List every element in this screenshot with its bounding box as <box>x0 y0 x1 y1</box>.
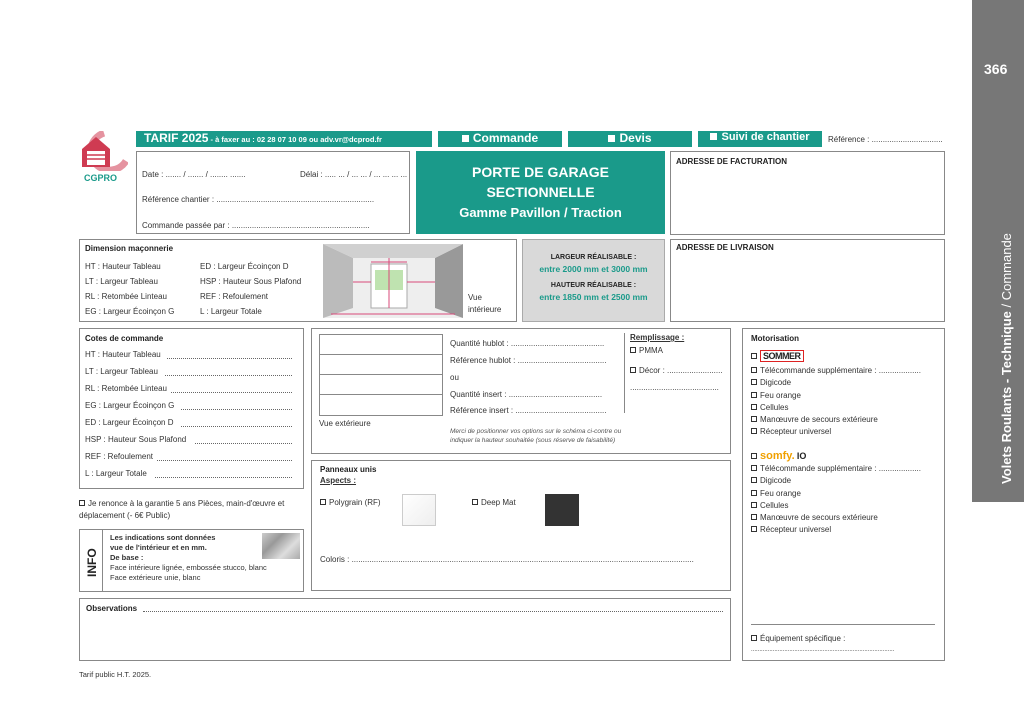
pmma-option[interactable]: PMMA <box>630 346 663 355</box>
sommer-telecommande[interactable]: Télécommande supplémentaire : ................... <box>751 365 921 377</box>
aspects-label: Aspects : <box>320 476 357 485</box>
reference-field[interactable]: Référence : ................................ <box>828 135 943 144</box>
somfy-recepteur[interactable]: Récepteur universel <box>751 524 921 536</box>
delai-field[interactable]: Délai : ..... ... / ... ... / ... ... ... ... <box>300 170 408 179</box>
somfy-options-list <box>751 463 921 537</box>
dim-ht: HT : Hauteur Tableau <box>85 262 161 271</box>
somfy-manoeuvre[interactable]: Manœuvre de secours extérieure <box>751 512 921 524</box>
dim-ref: REF : Refoulement <box>200 292 269 301</box>
info-text: Les indications sont données vue de l'intérieur et en mm. De base : Face intérieure lignée, embossée stucco, blanc Face extérieure unie, blanc <box>110 533 267 582</box>
equipement-option[interactable]: Équipement spécifique : <box>751 634 845 643</box>
date-field[interactable]: Date : ....... / ....... / ........ ....... <box>142 170 246 179</box>
dim-rl: RL : Retombée Linteau <box>85 292 167 301</box>
cote-row[interactable]: ED : Largeur Écoinçon D <box>85 418 298 435</box>
polygrain-swatch <box>402 494 436 526</box>
cote-row[interactable]: HSP : Hauteur Sous Plafond <box>85 435 298 452</box>
vue-interieure-label: Vue intérieure <box>468 293 502 314</box>
sommer-option[interactable]: SOMMER <box>751 351 804 361</box>
sommer-options-list <box>751 365 921 439</box>
quantite-hublot-field[interactable]: Quantité hublot : .......................................... <box>450 339 605 348</box>
somfy-feu-orange[interactable]: Feu orange <box>751 488 921 500</box>
dim-ed: ED : Largeur Écoinçon D <box>200 262 289 271</box>
cotes-list <box>85 350 298 486</box>
info-label-cell: INFO <box>80 530 103 591</box>
realisable-box: LARGEUR RÉALISABLE : entre 2000 mm et 3000 mm HAUTEUR RÉALISABLE : entre 1850 mm et 2500 mm <box>522 239 665 322</box>
cote-row[interactable]: REF : Refoulement <box>85 452 298 469</box>
equipement-line[interactable]: ...................................................................................... <box>751 647 895 653</box>
panneaux-box <box>311 460 731 591</box>
ou-label: ou <box>450 373 459 382</box>
observations-box[interactable] <box>79 598 731 661</box>
sommer-manoeuvre[interactable]: Manœuvre de secours extérieure <box>751 414 921 426</box>
polygrain-option[interactable]: Polygrain (RF) <box>320 498 381 507</box>
footer-note: Tarif public H.T. 2025. <box>79 670 152 679</box>
devis-option[interactable]: Devis <box>568 131 692 147</box>
observations-line <box>143 611 723 612</box>
deepmat-option[interactable]: Deep Mat <box>472 498 516 507</box>
dim-hsp: HSP : Hauteur Sous Plafond <box>200 277 302 286</box>
cote-row[interactable]: L : Largeur Totale <box>85 469 298 486</box>
sommer-digicode[interactable]: Digicode <box>751 377 921 389</box>
cote-row[interactable]: HT : Hauteur Tableau <box>85 350 298 367</box>
dimension-left-list <box>85 262 174 322</box>
remplissage-title: Remplissage : <box>630 333 685 342</box>
tarif-bar: TARIF 2025 - à faxer au : 02 28 07 10 09 ou adv.vr@dcprod.fr <box>136 131 432 147</box>
commande-par-field[interactable]: Commande passée par : .............................................................. <box>142 221 370 230</box>
motorisation-title: Motorisation <box>751 334 799 343</box>
side-label: Volets Roulants - Technique / Commande <box>999 233 1014 484</box>
dim-lt: LT : Largeur Tableau <box>85 277 158 286</box>
garage-diagram <box>323 244 463 318</box>
observations-label: Observations <box>86 604 138 613</box>
dim-eg: EG : Largeur Écoinçon G <box>85 307 175 316</box>
sommer-cellules[interactable]: Cellules <box>751 402 921 414</box>
dimension-right-list <box>200 262 301 322</box>
stucco-swatch <box>262 533 300 559</box>
somfy-cellules[interactable]: Cellules <box>751 500 921 512</box>
cote-row[interactable]: RL : Retombée Linteau <box>85 384 298 401</box>
garantie-option[interactable]: Je renonce à la garantie 5 ans Pièces, main-d'œuvre et déplacement (- 6€ Public) <box>79 499 285 520</box>
decor-line[interactable]: ........................................ <box>630 383 719 392</box>
suivi-option[interactable]: Suivi de chantier <box>698 131 822 147</box>
cgpro-logo: CGPRO <box>78 131 128 183</box>
vue-exterieure-label: Vue extérieure <box>319 419 371 428</box>
somfy-telecommande[interactable]: Télécommande supplémentaire : ................... <box>751 463 921 475</box>
ref-chantier-field[interactable]: Référence chantier : ....................................................................... <box>142 195 375 204</box>
product-title: PORTE DE GARAGE SECTIONNELLE Gamme Pavillon / Traction <box>416 151 665 234</box>
deepmat-swatch <box>545 494 579 526</box>
adresse-facturation-label: ADRESSE DE FACTURATION <box>676 157 787 166</box>
page-number: 366 <box>984 61 1008 77</box>
cote-row[interactable]: LT : Largeur Tableau <box>85 367 298 384</box>
sommer-recepteur[interactable]: Récepteur universel <box>751 426 921 438</box>
reference-hublot-field[interactable]: Référence hublot : ........................................ <box>450 356 607 365</box>
panneaux-title: Panneaux unis <box>320 465 377 474</box>
position-note: Merci de positionner vos options sur le schéma ci-contre ou indiquer la hauteur souhaitée (sous réserve de faisabilité) <box>450 428 622 444</box>
commande-option[interactable]: Commande <box>438 131 562 147</box>
somfy-option[interactable]: somfy. IO <box>751 450 806 462</box>
adresse-livraison-label: ADRESSE DE LIVRAISON <box>676 243 774 252</box>
dim-l: L : Largeur Totale <box>200 307 262 316</box>
decor-option[interactable]: Décor : ......................... <box>630 366 723 375</box>
cotes-title: Cotes de commande <box>85 334 164 343</box>
quantite-insert-field[interactable]: Quantité insert : .......................................... <box>450 390 603 399</box>
divider <box>624 333 625 413</box>
cote-row[interactable]: EG : Largeur Écoinçon G <box>85 401 298 418</box>
somfy-digicode[interactable]: Digicode <box>751 475 921 487</box>
reference-insert-field[interactable]: Référence insert : ......................................... <box>450 406 607 415</box>
sommer-feu-orange[interactable]: Feu orange <box>751 390 921 402</box>
coloris-field[interactable]: Coloris : .......................................................................................................................................................... <box>320 555 694 564</box>
equipement-divider <box>751 624 935 625</box>
dimension-title: Dimension maçonnerie <box>85 244 174 253</box>
door-panel-diagram[interactable] <box>319 334 443 416</box>
